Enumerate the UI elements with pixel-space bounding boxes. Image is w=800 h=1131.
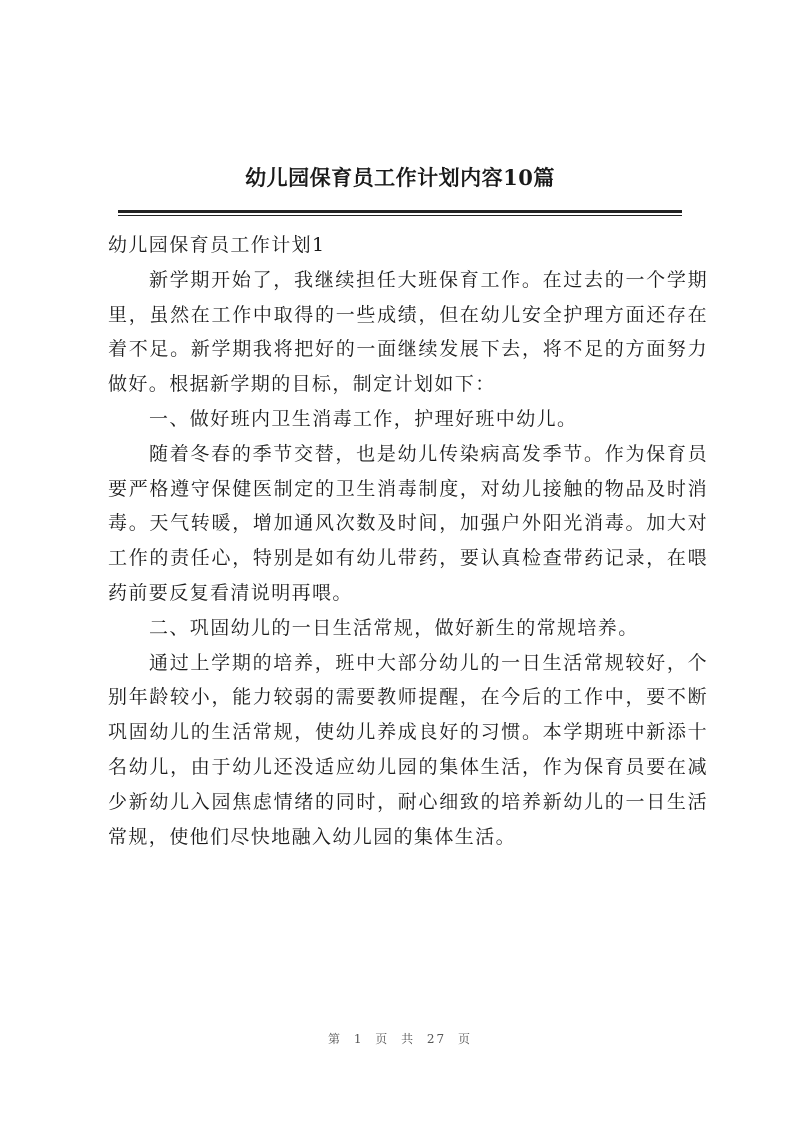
paragraph-item-2-body: 通过上学期的培养，班中大部分幼儿的一日生活常规较好，个别年龄较小，能力较弱的需要教师提醒，在今后的工作中，要不断巩固幼儿的生活常规，使幼儿养成良好的习惯。本学期班中新添十名幼儿，由于幼儿还没适应幼儿园的集体生活，作为保育员要在减少新幼儿入园焦虑情绪的同时，耐心细致的培养新幼儿的一日生活常规，使他们尽快地融入幼儿园的集体生活。	[108, 651, 708, 848]
paragraph-intro: 新学期开始了，我继续担任大班保育工作。在过去的一个学期里，虽然在工作中取得的一些成绩，但在幼儿安全护理方面还存在着不足。新学期我将把好的一面继续发展下去，将不足的方面努力做好。根据新学期的目标，制定计划如下：	[108, 268, 708, 396]
page-footer: 第 1 页 共 27 页	[328, 1032, 472, 1046]
paragraph-item-1-body: 随着冬春的季节交替，也是幼儿传染病高发季节。作为保育员要严格遵守保健医制定的卫生消毒制度，对幼儿接触的物品及时消毒。天气转暖，增加通风次数及时间，加强户外阳光消毒。加大对工作的责任心，特别是如有幼儿带药，要认真检查带药记录，在喂药前要反复看清说明再喂。	[108, 442, 708, 604]
document-body	[108, 228, 708, 854]
section-heading: 幼儿园保育员工作计划1	[108, 234, 326, 256]
paragraph-item-1-heading: 一、做好班内卫生消毒工作，护理好班中幼儿。	[149, 407, 578, 430]
title-rule-thin	[118, 215, 682, 216]
document-title: 幼儿园保育员工作计划内容10篇	[245, 165, 555, 190]
paragraph-item-2-heading: 二、巩固幼儿的一日生活常规，做好新生的常规培养。	[149, 616, 639, 639]
title-rule-thick	[118, 210, 682, 213]
